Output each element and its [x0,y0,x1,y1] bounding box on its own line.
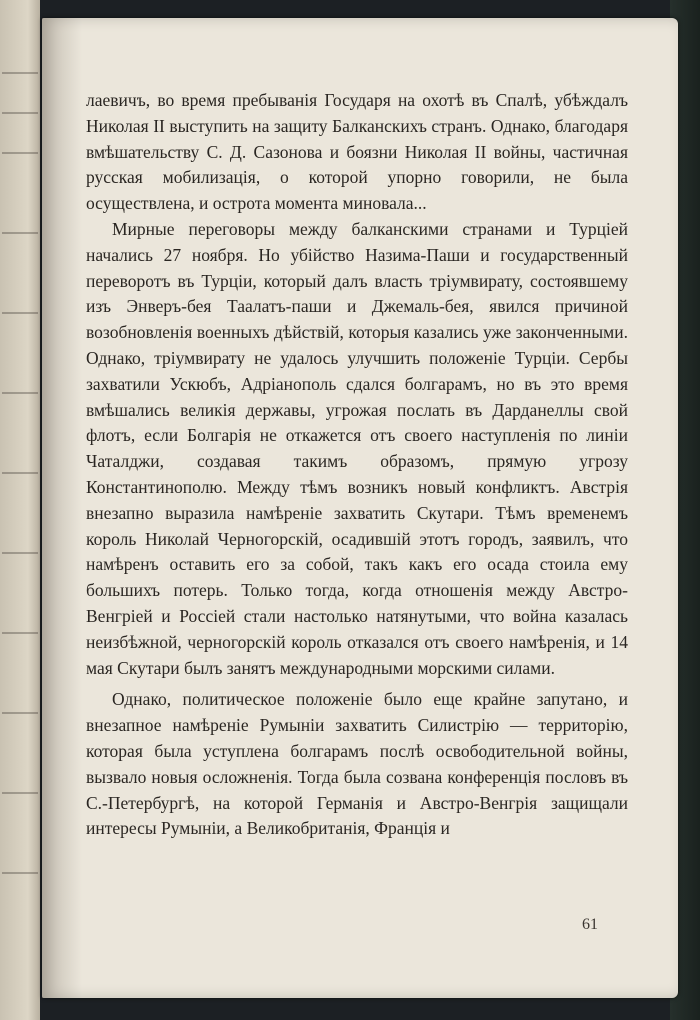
book-page [42,18,678,998]
paragraph-2: Мирные переговоры между балканскими странами и Турціей начались 27 ноября. Но убійство Назима-Паши и государственный переворотъ въ Турціи, который далъ власть тріумвирату, состоявшему изъ Энверъ-бея Таалатъ-паши и Джемаль-бея, явился причиной возобновленія военныхъ дѣйствій, которыя казались уже законченными. Однако, тріумвирату не удалось улучшить положеніе Турціи. Сербы захватили Ускюбъ, Адріанополь сдался болгарамъ, но въ это время вмѣшались великія державы, угрожая послать въ Дарданеллы свой флотъ, если Болгарія не откажется отъ своего наступленія по линіи Чаталджи, создавая такимъ образомъ, прямую угрозу Константинополю. Между тѣмъ возникъ новый конфликтъ. Австрія внезапно выразила намѣреніе захватить Скутари. Тѣмъ временемъ король Николай Черногорскій, осадившій этотъ городъ, заявилъ, что намѣренъ оставить его за собой, такъ какъ его осада стоила ему большихъ потерь. Только тогда, когда отношенія между Австро-Венгріей и Россіей стали настолько натянутыми, что война казалась неизбѣжной, черногорскій король отказался отъ своего намѣренія, и 14 мая Скутари былъ занятъ международными морскими силами. [86,218,628,678]
page-text [86,88,628,842]
gutter-shadow [42,18,82,998]
paragraph-1: лаевичъ, во время пребыванія Государя на охотѣ въ Спалѣ, убѣждалъ Николая II выступить на защиту Балканскихъ странъ. Однако, благодаря вмѣшательству С. Д. Сазонова и боязни Николая II войны, частичная русская мобилизація, о которой упорно говорили, не была осуществлена, и острота момента миновала... [86,90,628,214]
previous-page-edge [0,0,40,1020]
page-number: 61 [582,916,598,933]
paragraph-3: Однако, политическое положеніе было еще крайне запутано, и внезапное намѣреніе Румыніи захватить Силистрію — территорію, которая была уступлена болгарамъ послѣ освободительной войны, вызвало новыя осложненія. Тогда была созвана конференція пословъ въ С.-Петербургѣ, на которой Германія и Австро-Венгрія защищали интересы Румыніи, а Великобританія, Франція и [86,689,628,839]
